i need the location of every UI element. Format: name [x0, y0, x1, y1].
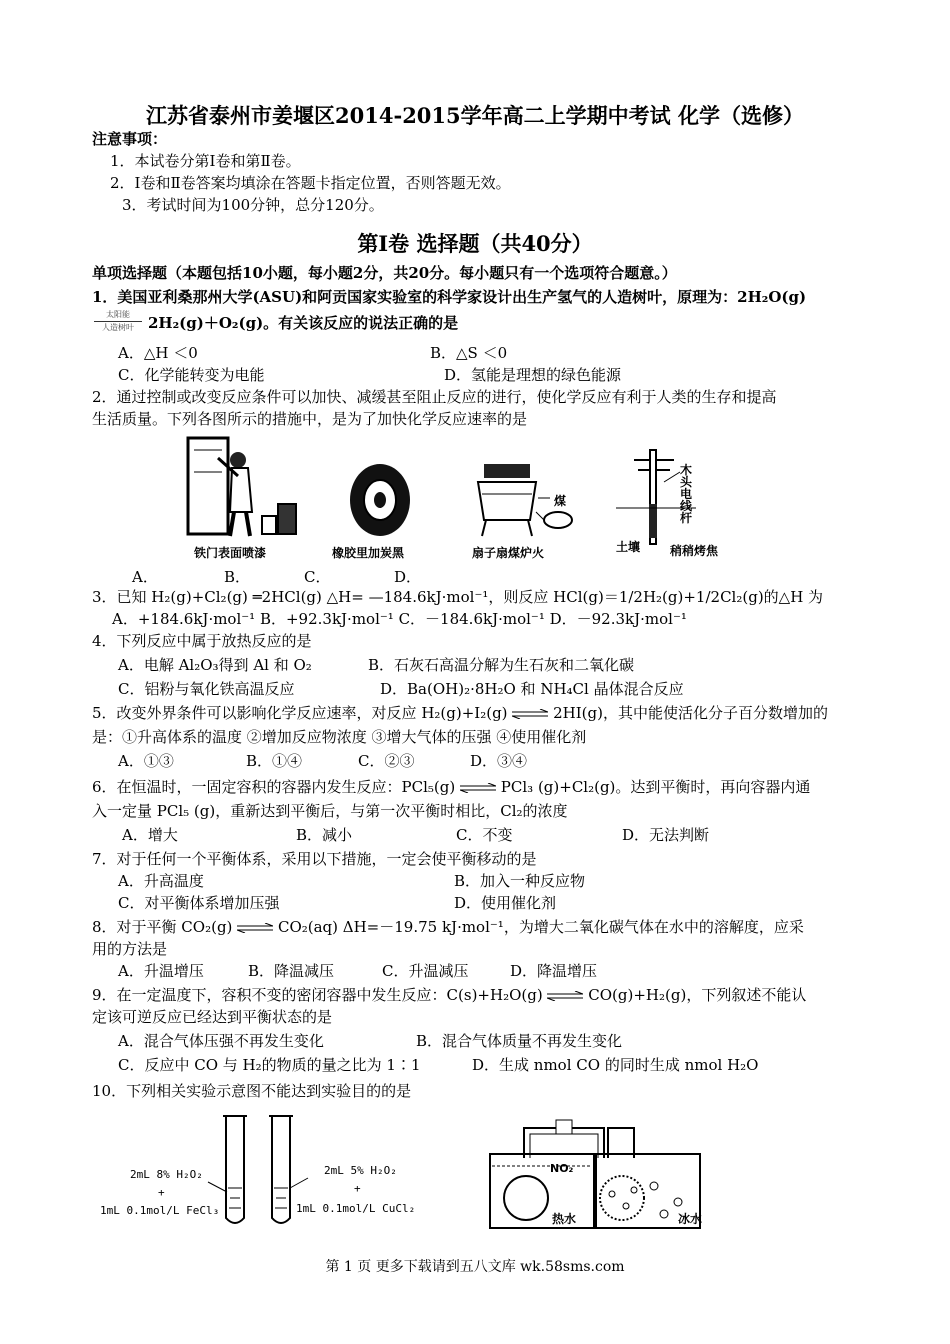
- figure-tire: [320, 458, 440, 562]
- q1-option-d: D．氢能是理想的绿色能源: [444, 366, 622, 384]
- q8-stem-b: CO₂(aq) ΔH=－19.75 kJ·mol⁻¹，为增大二氧化碳气体在水中的溶解度，应采: [277, 918, 804, 936]
- q1-option-b: B．△S ＜0: [430, 344, 508, 362]
- q6-stem-2: 入一定量 PCl₅ (g)，重新达到平衡后，与第一次平衡时相比，Cl₂的浓度: [92, 802, 568, 820]
- label-coal: 煤: [554, 494, 567, 508]
- q5-option-a: A．①③: [118, 752, 174, 770]
- label-hot-water: 热水: [552, 1212, 577, 1226]
- pole-char-1: 木: [680, 463, 693, 477]
- q8-option-d: D．降温增压: [510, 962, 598, 980]
- instructions: 单项选择题（本题包括10小题，每小题2分，共20分。每小题只有一个选项符合题意。）: [92, 264, 677, 282]
- q4-option-a: A．电解 Al₂O₃得到 Al 和 O₂: [118, 656, 312, 674]
- q2-stem-2: 生活质量。下列各图所示的措施中，是为了加快化学反应速率的是: [92, 410, 528, 428]
- note-3: 3．考试时间为100分钟，总分120分。: [122, 196, 384, 214]
- note-2: 2．Ⅰ卷和Ⅱ卷答案均填涂在答题卡指定位置，否则答题无效。: [110, 174, 511, 192]
- equilibrium-arrow-icon: [547, 991, 583, 1001]
- q8-stem: [92, 916, 890, 938]
- equilibrium-arrow-icon: [460, 783, 496, 793]
- tube1-label-1: 2mL 8% H₂O₂: [130, 1168, 203, 1181]
- figure-painting-door: [180, 432, 310, 560]
- q10-stem: 10．下列相关实验示意图不能达到实验目的的是: [92, 1082, 412, 1100]
- q7-option-c: C．对平衡体系增加压强: [118, 894, 280, 912]
- q6-option-b: B．减小: [296, 826, 353, 844]
- label-soil: 土壤: [616, 540, 641, 554]
- q8-option-b: B．降温减压: [248, 962, 335, 980]
- pole-char-5: 杆: [680, 511, 693, 525]
- q3-options: A．+184.6kJ·mol⁻¹ B．+92.3kJ·mol⁻¹ C．－184.6kJ·mol⁻¹ D．－92.3kJ·mol⁻¹: [112, 610, 687, 628]
- q1-option-a: A．△H ＜0: [118, 344, 198, 362]
- equilibrium-arrow-icon: [512, 709, 548, 719]
- q1-stem-2: 2H₂(g)＋O₂(g)。有关该反应的说法正确的是: [148, 314, 459, 332]
- q6-option-a: A．增大: [122, 826, 178, 844]
- tube2-label-1: 2mL 5% H₂O₂: [324, 1164, 397, 1177]
- q7-option-a: A．升高温度: [118, 872, 204, 890]
- q6-stem-a: 6．在恒温时，一固定容积的容器内发生反应：PCl₅(g): [92, 778, 456, 796]
- stove-illustration: [464, 454, 614, 542]
- figure-pole: [616, 442, 756, 564]
- note-1: 1．本试卷分第Ⅰ卷和第Ⅱ卷。: [110, 152, 301, 170]
- q8-stem-2: 用的方法是: [92, 940, 168, 958]
- q6-stem-b: PCl₃ (g)+Cl₂(g)。达到平衡时，再向容器内通: [500, 778, 811, 796]
- section-heading: 第I卷 选择题（共40分）: [357, 231, 593, 256]
- label-pole: [680, 464, 692, 524]
- q9-option-a: A．混合气体压强不再发生变化: [118, 1032, 324, 1050]
- q5-stem-a: 5．改变外界条件可以影响化学反应速率，对反应 H₂(g)+I₂(g): [92, 704, 508, 722]
- q9-stem: [92, 984, 890, 1006]
- q8-option-a: A．升温增压: [118, 962, 204, 980]
- q2-option-b: B．: [224, 568, 251, 586]
- tube2-label-2: +: [354, 1182, 361, 1195]
- caption-tire: 橡胶里加炭黑: [332, 546, 405, 560]
- q9-option-b: B．混合气体质量不再发生变化: [416, 1032, 623, 1050]
- equilibrium-arrow-icon: [237, 923, 273, 933]
- q9-stem-a: 9．在一定温度下，容积不变的密闭容器中发生反应：C(s)+H₂O(g): [92, 986, 543, 1004]
- caption-painting: 铁门表面喷漆: [194, 546, 267, 560]
- page-footer: 第 1 页 更多下载请到五八文库 wk.58sms.com: [325, 1259, 625, 1275]
- pole-char-4: 线: [680, 499, 693, 513]
- q3-stem: 3．已知 H₂(g)+Cl₂(g) ═2HCl(g) △H= —184.6kJ·mol⁻¹，则反应 HCl(g)＝1/2H₂(g)+1/2Cl₂(g)的△H 为: [92, 588, 824, 606]
- figure-stove: [464, 454, 614, 562]
- q4-option-b: B．石灰石高温分解为生石灰和二氧化碳: [368, 656, 635, 674]
- q5-stem-b: 2HI(g)，其中能使活化分子百分数增加的: [553, 704, 828, 722]
- tire-illustration: [320, 458, 440, 542]
- caption-pole: 稍稍烤焦: [670, 544, 719, 558]
- figure-test-tubes: [96, 1110, 456, 1230]
- page-title: 江苏省泰州市姜堰区2014-2015学年高二上学期中考试 化学（选修）: [146, 103, 804, 128]
- q2-option-d: D．: [394, 568, 422, 586]
- pole-char-2: 头: [680, 475, 693, 489]
- q5-option-b: B．①④: [246, 752, 303, 770]
- q2-option-a: A．: [132, 568, 158, 586]
- q5-option-d: D．③④: [470, 752, 528, 770]
- q8-stem-a: 8．对于平衡 CO₂(g): [92, 918, 233, 936]
- q9-option-c: C．反应中 CO 与 H₂的物质的量之比为 1∶1: [118, 1056, 421, 1074]
- q8-option-c: C．升温减压: [382, 962, 469, 980]
- q7-stem: 7．对于任何一个平衡体系，采用以下措施，一定会使平衡移动的是: [92, 850, 537, 868]
- q5-stem: [92, 702, 890, 724]
- tube1-label-2: +: [158, 1186, 165, 1199]
- notes-heading: 注意事项：: [92, 130, 168, 148]
- q1-stem: 1．美国亚利桑那州大学(ASU)和阿贡国家实验室的科学家设计出生产氢气的人造树叶，原理为：2H₂O(g): [92, 288, 807, 306]
- tube2-label-3: 1mL 0.1mol/L CuCl₂: [296, 1202, 416, 1215]
- painting-door-illustration: [180, 432, 310, 544]
- q1-option-c: C．化学能转变为电能: [118, 366, 265, 384]
- caption-stove: 扇子扇煤炉火: [472, 546, 545, 560]
- label-no2: NO₂: [550, 1162, 574, 1175]
- q5-option-c: C．②③: [358, 752, 415, 770]
- q9-stem-b: CO(g)+H₂(g)，下列叙述不能认: [588, 986, 807, 1004]
- q7-option-d: D．使用催化剂: [454, 894, 557, 912]
- q9-stem-2: 定该可逆反应已经达到平衡状态的是: [92, 1008, 333, 1026]
- q6-option-c: C．不变: [456, 826, 513, 844]
- q1-condition: [92, 310, 144, 336]
- q4-option-d: D．Ba(OH)₂·8H₂O 和 NH₄Cl 晶体混合反应: [380, 680, 684, 698]
- tube1-label-3: 1mL 0.1mol/L FeCl₃: [100, 1204, 220, 1217]
- q6-stem: [92, 776, 890, 798]
- q4-stem: 4．下列反应中属于放热反应的是: [92, 632, 312, 650]
- q9-option-d: D．生成 nmol CO 的同时生成 nmol H₂O: [472, 1056, 759, 1074]
- q2-option-c: C．: [304, 568, 331, 586]
- condition-bottom: 人造树叶: [102, 323, 134, 332]
- q2-stem: 2．通过控制或改变反应条件可以加快、减缓甚至阻止反应的进行，使化学反应有利于人类的生存和提高: [92, 388, 777, 406]
- q5-stem-2: 是：①升高体系的温度 ②增加反应物浓度 ③增大气体的压强 ④使用催化剂: [92, 728, 587, 746]
- q7-option-b: B．加入一种反应物: [454, 872, 586, 890]
- condition-top: 太阳能: [106, 310, 130, 319]
- label-ice-water: 冰水: [678, 1212, 703, 1226]
- q6-option-d: D．无法判断: [622, 826, 710, 844]
- q4-option-c: C．铝粉与氧化铁高温反应: [118, 680, 295, 698]
- figure-no2-flasks: [484, 1114, 714, 1234]
- pole-char-3: 电: [680, 487, 693, 501]
